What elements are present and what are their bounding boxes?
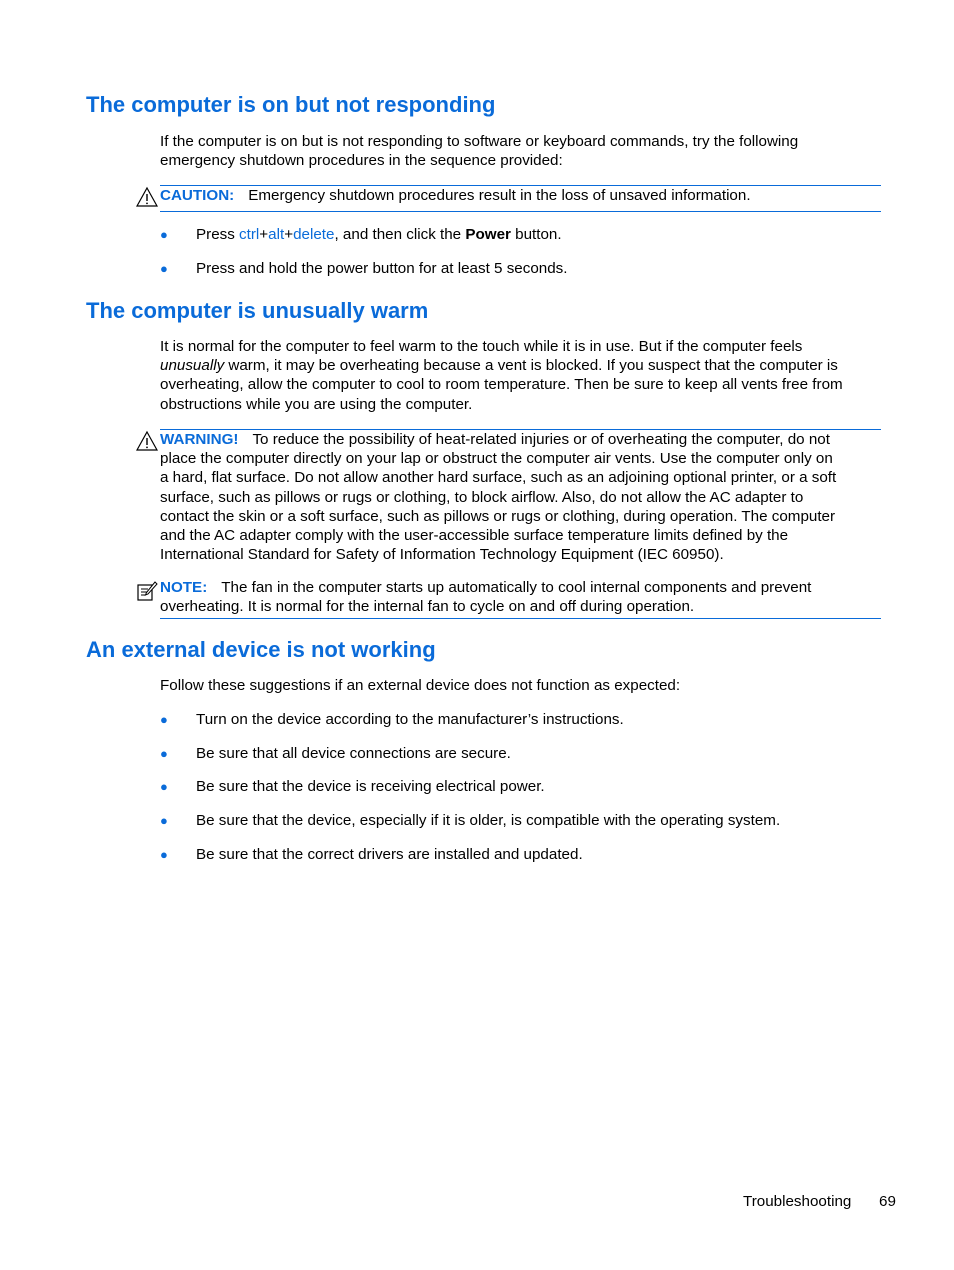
note-label: NOTE: bbox=[160, 579, 208, 596]
footer-page-number: 69 bbox=[879, 1193, 896, 1210]
key-delete: delete bbox=[293, 226, 335, 243]
warning-label: WARNING! bbox=[160, 431, 239, 448]
list-item: ● Be sure that the device is receiving electrical power. bbox=[160, 778, 545, 795]
list-item: ● Turn on the device according to the manufacturer’s instructions. bbox=[160, 711, 624, 728]
power-term: Power bbox=[465, 226, 511, 243]
heading-external-device: An external device is not working bbox=[86, 637, 436, 662]
key-ctrl: ctrl bbox=[239, 226, 260, 243]
bullet-icon: ● bbox=[160, 779, 168, 794]
list-item: ● Press ctrl+alt+delete, and then click the Power button. bbox=[160, 226, 562, 243]
footer-section-name: Troubleshooting bbox=[743, 1193, 852, 1210]
paragraph-unusually-warm: It is normal for the computer to feel warm to the touch while it is in use. But if the computer feels unusually warm, it may be overheating because a vent is blocked. If you suspect that the computer is overheating, allow the computer to cool to room temperature. Then be sure to keep all vents free from obstructions while you are using the computer. bbox=[160, 338, 843, 413]
warning-box: WARNING! To reduce the possibility of heat-related injuries or of overheating the computer, do not place the computer directly on your lap or obstruct the computer air vents. Use the computer only on a hard, flat surface. Do not allow another hard surface, such as an adjoining optional printer, or a soft surface, such as pillows or rugs or clothing, to block airflow. Also, do not allow the AC adapter to contact the skin or a soft surface, such as pillows or rugs or clothing, during operation. The computer and the AC adapter comply with the user-accessible surface temperature limits defined by the International Standard for Safety of Information Technology Equipment (IEC 60950). bbox=[160, 429, 881, 564]
heading-not-responding: The computer is on but not responding bbox=[86, 92, 496, 117]
caution-label: CAUTION: bbox=[160, 187, 235, 204]
heading-unusually-warm: The computer is unusually warm bbox=[86, 298, 429, 323]
warning-triangle-icon bbox=[136, 430, 158, 452]
caution-box bbox=[160, 185, 881, 212]
bullet-icon: ● bbox=[160, 227, 168, 242]
bullet-icon: ● bbox=[160, 712, 168, 727]
bullet-icon: ● bbox=[160, 813, 168, 828]
list-item: ● Be sure that the device, especially if it is older, is compatible with the operating system. bbox=[160, 812, 781, 829]
paragraph-external-device-intro: Follow these suggestions if an external device does not function as expected: bbox=[160, 677, 681, 694]
list-item: ● Press and hold the power button for at least 5 seconds. bbox=[160, 260, 568, 277]
bullet-icon: ● bbox=[160, 261, 168, 276]
note-pencil-icon bbox=[136, 580, 158, 602]
paragraph-not-responding-intro: If the computer is on but is not responding to software or keyboard commands, try the following emergency shutdown procedures in the sequence provided: bbox=[160, 133, 799, 170]
bullet-icon: ● bbox=[160, 847, 168, 862]
caution-text: Emergency shutdown procedures result in the loss of unsaved information. bbox=[248, 187, 751, 204]
list-item: ● Be sure that the correct drivers are installed and updated. bbox=[160, 846, 583, 863]
list-item: ● Be sure that all device connections are secure. bbox=[160, 745, 511, 762]
note-box: NOTE: The fan in the computer starts up automatically to cool internal components and prevent overheating. It is normal for the internal fan to cycle on and off during operation. bbox=[160, 578, 881, 619]
caution-triangle-icon bbox=[136, 186, 158, 208]
bullet-icon: ● bbox=[160, 746, 168, 761]
key-alt: alt bbox=[268, 226, 285, 243]
